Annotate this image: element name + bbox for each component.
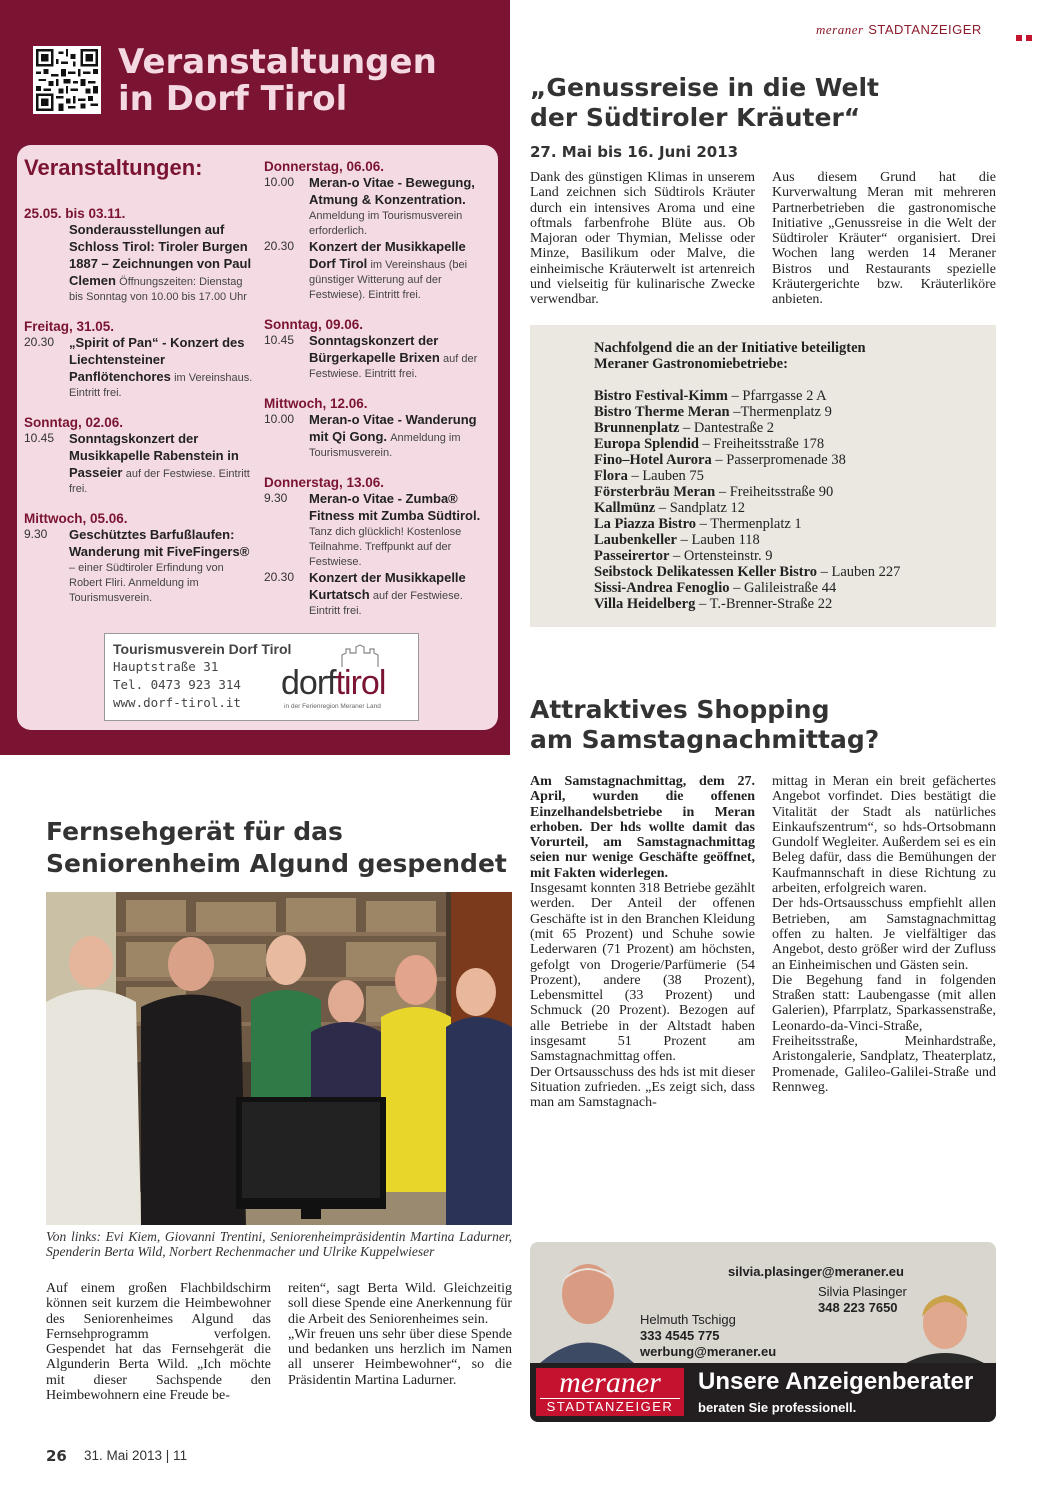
event-title: „Spirit of Pan“ - Konzert des Liechtensteiner Panflötenchores <box>69 335 245 384</box>
event-date: Donnerstag, 13.06. <box>264 475 385 490</box>
shopping-column-2 <box>772 774 996 1095</box>
silvia-email[interactable]: silvia.plasinger@meraner.eu <box>728 1264 904 1279</box>
business-name: Villa Heidelberg <box>594 596 696 612</box>
business-name: Bistro Festival-Kimm <box>594 388 728 404</box>
event-title: Sonntagskonzert der Bürgerkapelle Brixen <box>309 333 440 365</box>
event-text <box>309 570 492 619</box>
business-item <box>594 532 900 548</box>
event-time <box>24 222 69 305</box>
shopping-c2-p2: Der hds-Ortsausschuss empfiehlt allen Betrieben, am Samstagnachmittag offen zu halten. Je vielfältiger das Angebot, desto größer wird der Zufluss an Einheimischen und Gästen sein. <box>772 896 996 973</box>
business-address: – Freiheitsstraße 90 <box>718 484 834 500</box>
photo-caption: Von links: Evi Kiem, Giovanni Trentini, Seniorenheimpräsidentin Martina Ladurner, Spenderin Berta Wild, Norbert Rechenmacher und Ulrike Kuppelwieser <box>46 1229 512 1259</box>
business-address: – Dantestraße 2 <box>683 420 775 436</box>
event-title: Geschütztes Barfußlaufen: Wanderung mit FiveFingers® <box>69 527 250 559</box>
business-item <box>594 564 900 580</box>
genuss-title-line2: der Südtiroler Kräuter“ <box>530 103 861 132</box>
page-number: 26 <box>46 1447 67 1465</box>
gastronomy-list <box>594 340 900 612</box>
business-name: Europa Splendid <box>594 436 699 452</box>
genuss-title-line1: „Genussreise in die Welt <box>530 73 880 102</box>
events-heading: Veranstaltungen: <box>24 155 203 180</box>
event-note: im Vereinshaus (bei günstiger Witterung auf der Festwiese). Eintritt frei. <box>309 259 468 301</box>
tourist-address: Hauptstraße 31 <box>113 659 219 674</box>
tv-title-line1: Fernsehgerät für das <box>46 817 343 846</box>
event-date: 25.05. bis 03.11. <box>24 206 126 221</box>
event-text <box>69 431 256 497</box>
qr-code-icon[interactable] <box>33 46 101 114</box>
business-item <box>594 404 900 420</box>
event-item <box>264 570 492 619</box>
silvia-name: Silvia Plasinger <box>818 1284 907 1299</box>
business-name: Passeirertor <box>594 548 670 564</box>
event-time: 20.30 <box>264 570 295 584</box>
business-name: Brunnenplatz <box>594 420 680 436</box>
event-date: Freitag, 31.05. <box>24 319 115 334</box>
dorftirol-logo-b: tirol <box>335 664 386 702</box>
genuss-column-2: Aus diesem Grund hat die Kurverwaltung Meran mit mehreren Partnerbetrieben die gastronomische Initiative „Genussreise in die Welt der Südtiroler Kräuter“ organisiert. Drei Wochen lang werden 14 Meraner Bistros und Restaurants spezielle Kräutergerichte bzw. Kräuterliköre anbieten. <box>772 170 996 308</box>
tourist-phone: Tel. 0473 923 314 <box>113 677 241 692</box>
event-text <box>309 491 492 570</box>
tourist-web[interactable]: www.dorf-tirol.it <box>113 695 241 710</box>
business-item <box>594 548 900 564</box>
event-note: – einer Südtiroler Erfindung von Robert Fliri. Anmeldung im Tourismusverein. <box>69 562 224 604</box>
genuss-article-title <box>530 73 879 133</box>
event-date: Donnerstag, 06.06. <box>264 159 385 174</box>
event-item <box>24 527 256 606</box>
shopping-column-1 <box>530 774 755 1111</box>
shopping-title-line2: am Samstagnachmittag? <box>530 725 880 754</box>
tv-column-2 <box>288 1281 512 1388</box>
shopping-c1-p1: Insgesamt konnten 318 Betriebe gezählt werden. Der Anteil der offenen Geschäfte ist in den Branchen Kleidung (mit 65 Prozent) und Schuhe sowie Lederwaren (71 Prozent) am höchsten, gefolgt von Drogerie/Parfümerie (54 Prozent), andere (38 Prozent), Lebensmittel (33 Prozent) und Schmuck (20 Prozent). Bezogen auf alle Betriebe in der Altstadt haben insgesamt 51 Prozent am Samstagnachmittag offen. <box>530 881 755 1065</box>
issue-date: 31. Mai 2013 | 11 <box>84 1448 188 1463</box>
genuss-column-1: Dank des günstigen Klimas in unserem Land zeichnen sich Südtirols Kräuter durch ein intensives Aroma und eine oftmals farbenfrohe Blüte aus. Ob Majoran oder Thymian, Melisse oder Minze, Basilikum oder Malve, die einheimische Kräuterwelt ist artenreich und vielseitig für kulinarische Zwecke verwendbar. <box>530 170 755 308</box>
event-item <box>264 491 492 570</box>
event-text <box>69 335 256 401</box>
business-address: – Thermenplatz 1 <box>699 516 802 532</box>
business-address: – Passerpromenade 38 <box>715 452 846 468</box>
events-title-line2: in Dorf Tirol <box>118 79 348 119</box>
event-item <box>264 333 492 382</box>
business-name: Bistro Therme Meran <box>594 404 730 420</box>
business-address: – Lauben 75 <box>631 468 704 484</box>
events-panel-title <box>118 44 437 118</box>
event-time: 10.45 <box>264 333 295 347</box>
event-title: Sonderausstellungen auf Schloss Tirol: Tiroler Burgen 1887 – Zeichnungen von Paul Clemen <box>69 222 252 288</box>
event-item <box>264 175 492 239</box>
event-note: auf der Festwiese. Eintritt frei. <box>309 590 463 617</box>
tv-article-title <box>46 816 507 880</box>
tv-c2-p2: „Wir freuen uns sehr über diese Spende und bedanken uns herzlich im Namen all unserer Heimbewohner“, so die Präsidentin Martina Ladurner. <box>288 1326 512 1388</box>
business-item <box>594 436 900 452</box>
dorftirol-logo-sub: in der Ferienregion Meraner Land <box>284 703 381 710</box>
shopping-c2-p1: mittag in Meran ein breit gefächertes Angebot vorfindet. Dies bestätigt die Vitalität der Stadt als natürliches Einkaufszentrum“, so hds-Ortsobmann Gundolf Wegleiter. Außerdem sei es ein Beleg dafür, dass die Bemühungen der Kaufmannschaft in diese Richtung zu arbeiten, erfolgreich waren. <box>772 774 996 897</box>
business-item <box>594 580 900 596</box>
business-item <box>594 500 900 516</box>
business-list <box>594 388 900 612</box>
event-text <box>309 412 492 461</box>
shopping-title-line1: Attraktives Shopping <box>530 695 830 724</box>
event-text <box>309 175 492 239</box>
business-address: –Thermenplatz 9 <box>733 404 832 420</box>
event-time: 9.30 <box>264 491 288 505</box>
dorftirol-logo <box>281 664 385 703</box>
event-time: 9.30 <box>24 527 48 541</box>
silvia-contact <box>818 1284 907 1316</box>
event-note: auf der Festwiese. Eintritt frei. <box>309 353 478 380</box>
business-item <box>594 596 900 612</box>
event-text <box>309 333 492 382</box>
business-address: – Galileistraße 44 <box>733 580 837 596</box>
shopping-c2-p3: Die Begehung fand in folgenden Straßen statt: Laubengasse (mit allen Galerien), Pfarrplatz, Sparkassenstraße, Leonardo-da-Vinci-Straße, Freiheitsstraße, Meinhardstraße, Aristongalerie, Sandplatz, Theaterplatz, Promenade, Galileo-Galilei-Straße und Rennweg. <box>772 972 996 1095</box>
business-item <box>594 468 900 484</box>
event-title: Meran-o Vitae - Bewegung, Atmung & Konzentration. <box>309 175 475 207</box>
business-item <box>594 452 900 468</box>
meraner-logo-line2: STADTANZEIGER <box>540 1398 680 1415</box>
business-address: – Freiheitsstraße 178 <box>702 436 825 452</box>
business-name: Sissi-Andrea Fenoglio <box>594 580 730 596</box>
event-text <box>69 222 256 305</box>
masthead-dots <box>1016 26 1038 34</box>
event-item <box>264 412 492 461</box>
event-time: 20.30 <box>24 335 55 349</box>
event-note: auf der Festwiese. Eintritt frei. <box>69 468 250 495</box>
ad-subline: beraten Sie professionell. <box>698 1400 857 1415</box>
genuss-article-date: 27. Mai bis 16. Juni 2013 <box>530 143 739 161</box>
business-item <box>594 516 900 532</box>
events-left-column <box>24 206 256 606</box>
tourist-name: Tourismusverein Dorf Tirol <box>113 641 292 657</box>
helmuth-email[interactable]: werbung@meraner.eu <box>640 1344 777 1359</box>
business-item <box>594 388 900 404</box>
masthead-part2: STADTANZEIGER <box>868 22 982 37</box>
group-photo <box>46 892 512 1225</box>
dorftirol-logo-a: dorf <box>281 664 336 702</box>
business-address: – Sandplatz 12 <box>658 500 746 516</box>
event-time: 20.30 <box>264 239 295 253</box>
shopping-c1-p2: Der Ortsausschuss des hds ist mit dieser Situation zufrieden. „Es zeigt sich, dass man am Samstagnach- <box>530 1064 755 1111</box>
business-address: – Ortensteinstr. 9 <box>673 548 773 564</box>
business-name: Seibstock Delikatessen Keller Bistro <box>594 564 817 580</box>
event-title: Konzert der Musikkapelle Kurtatsch <box>309 570 466 602</box>
helmuth-photo <box>538 1252 636 1363</box>
helmuth-phone: 333 4545 775 <box>640 1328 720 1343</box>
shopping-lead: Am Samstagnachmittag, dem 27. April, wurden die offenen Einzelhandelsbetriebe in Meran erhoben. Der hds wollte damit das Vorurteil, am Samstagnachmittag seien nur wenige Geschäfte geöffnet, mit Fakten widerlegen. <box>530 774 755 881</box>
event-note: Tanz dich glücklich! Kostenlose Teilnahme. Treffpunkt auf der Festwiese. <box>309 526 462 568</box>
event-title: Meran-o Vitae - Zumba® Fitness mit Zumba Südtirol. <box>309 491 481 523</box>
event-time: 10.00 <box>264 175 295 189</box>
meraner-logo-line1: meraner <box>559 1366 661 1399</box>
tv-column-1: Auf einem großen Flachbildschirm können seit kurzem die Heimbewohner des Seniorenheimes Algund das Fernsehprogramm verfolgen. Gespendet hat das Fernsehgerät die Algunderin Berta Wild. „Ich möchte mit dieser Sachspende den Heimbewohnern eine Freude be- <box>46 1281 271 1404</box>
event-item <box>24 431 256 497</box>
event-note: Anmeldung im Tourismusverein erforderlich. <box>309 210 463 237</box>
business-name: Flora <box>594 468 628 484</box>
meraner-logo <box>536 1368 684 1416</box>
events-right-column <box>264 159 492 619</box>
event-date: Mittwoch, 12.06. <box>264 396 368 411</box>
event-time: 10.00 <box>264 412 295 426</box>
gastronomy-intro: Nachfolgend die an der Initiative beteiligten Meraner Gastronomiebetriebe: <box>594 340 866 372</box>
events-title-line1: Veranstaltungen <box>118 42 437 82</box>
event-date: Sonntag, 02.06. <box>24 415 124 430</box>
event-date: Mittwoch, 05.06. <box>24 511 128 526</box>
business-name: Försterbräu Meran <box>594 484 716 500</box>
silvia-phone: 348 223 7650 <box>818 1300 898 1315</box>
business-name: Kallmünz <box>594 500 656 516</box>
tv-title-line2: Seniorenheim Algund gespendet <box>46 849 507 878</box>
business-item <box>594 420 900 436</box>
event-note: Anmeldung im Tourismusverein. <box>309 432 461 459</box>
helmuth-contact <box>640 1312 776 1360</box>
business-name: Fino–Hotel Aurora <box>594 452 712 468</box>
silvia-photo <box>900 1283 990 1363</box>
tv-c2-p1: reiten“, sagt Berta Wild. Gleichzeitig soll diese Spende eine Anerkennung für die Arbeit des Seniorenheimes sein. <box>288 1281 512 1327</box>
masthead-part1: meraner <box>816 22 864 37</box>
tourist-info-text <box>113 640 291 712</box>
helmuth-name: Helmuth Tschigg <box>640 1312 736 1327</box>
business-item <box>594 484 900 500</box>
event-item <box>24 335 256 401</box>
event-note: im Vereinshaus. Eintritt frei. <box>69 372 253 399</box>
business-address: – Lauben 118 <box>680 532 760 548</box>
ad-headline: Unsere Anzeigenberater <box>698 1368 974 1395</box>
castle-icon <box>340 643 380 667</box>
business-address: – T.-Brenner-Straße 22 <box>698 596 833 612</box>
masthead <box>816 22 982 38</box>
event-date: Sonntag, 09.06. <box>264 317 364 332</box>
event-item <box>24 222 256 305</box>
event-note: Öffnungszeiten: Dienstag bis Sonntag von 10.00 bis 17.00 Uhr <box>69 276 247 303</box>
event-title: Konzert der Musikkapelle Dorf Tirol <box>309 239 466 271</box>
event-text <box>309 239 492 303</box>
business-address: – Lauben 227 <box>820 564 901 580</box>
event-title: Meran-o Vitae - Wanderung mit Qi Gong. <box>309 412 477 444</box>
business-name: Laubenkeller <box>594 532 677 548</box>
event-title: Sonntagskonzert der Musikkapelle Rabenstein in Passeier <box>69 431 239 480</box>
event-item <box>264 239 492 303</box>
shopping-article-title <box>530 695 879 755</box>
business-name: La Piazza Bistro <box>594 516 697 532</box>
business-address: – Pfarrgasse 2 A <box>731 388 827 404</box>
event-time: 10.45 <box>24 431 55 445</box>
event-text <box>69 527 256 606</box>
